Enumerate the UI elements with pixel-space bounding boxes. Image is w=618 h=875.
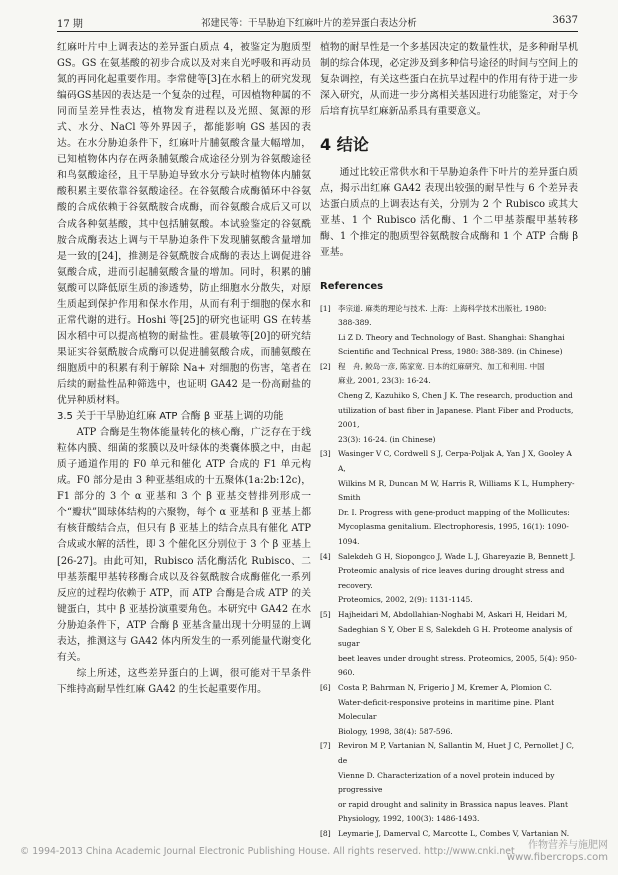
right-column [320,40,578,841]
section-heading-3-5: 3.5 关于干旱胁迫红麻 ATP 合酶 β 亚基上调的功能 [57,411,284,423]
reference-line: Sadeghian S Y, Ober E S, Salekdeh G H. Proteome analysis of sugar [338,624,573,649]
reference-number: [2] [320,361,331,371]
references-heading: References [320,280,384,292]
reference-line: Costa P, Bahrman N, Frigerio J M, Kremer A, Plomion C. [338,682,552,692]
page-number: 3637 [552,15,578,26]
reference-line: Hajheidari M, Abdollahian-Noghabi M, Askari H, Heidari M, [338,609,568,619]
reference-number: [7] [320,741,331,751]
reference-line: Vienne D. Characterization of a novel protein induced by progressive [338,770,555,795]
drought-tolerance-paragraph: 植物的耐旱性是一个多基因决定的数量性状，是多种耐旱机制的综合体现，必定涉及到多种信号途径的时间与空间上的复杂调控，有关这些蛋白在抗旱过程中的作用有待于进一步深入研究，从而进一步分离相关基因进行功能鉴定，对于今后培育抗旱红麻新品系具有重要意义。 [320,42,578,118]
reference-line: Proteomics, 2002, 2(9): 1131-1145. [338,595,473,605]
running-title: 祁建民等：干旱胁迫下红麻叶片的差异蛋白表达分析 [201,18,417,29]
issue-number: 17 期 [57,19,83,30]
reference-line: Biology, 1998, 38(4): 587-596. [338,726,453,736]
page-header [0,0,618,34]
reference-line: Wilkins M R, Duncan M W, Harris R, Williams K L, Humphery-Smith [338,478,575,503]
reference-number: [3] [320,449,331,459]
reference-line: Wasinger V C, Cordwell S J, Cerpa-Poljak A, Yan J X, Gooley A A, [338,449,572,474]
left-column [57,40,311,698]
reference-line: Leymarie J, Damerval C, Marcotte L, Combes V, Vartanian N. [338,828,570,838]
gs-discussion-paragraph: 红麻叶片中上调表达的差异蛋白质点 4，被鉴定为胞质型 GS。GS 在氨基酸的初步合成以及对来自光呼吸和再动员氮的再同化起重要作用。李常健等[3]在水稻上的研究发现编码GS基因的表达是一个复杂的过程，可因植物种属的不同而呈差异性表达，植物发育进程以及光照、氮源的形式、水分、NaCl 等外界因子，都能影响 GS 基因的表达。在水分胁迫条件下，红麻叶片脯氨酸含量大幅增加，已知植物体内存在两条脯氨酸合成途径分别为谷氨酸途径和鸟氨酸途径，且干旱胁迫导致水分亏缺时植物体内脯氨酸积累主要依靠谷氨酸途径。在谷氨酸合成酶循环中谷氨酸的合成依赖于谷氨酰胺合成酶，而谷氨酸合成后又可以合成各种氨基酸，其中包括脯氨酸。本试验鉴定的谷氨酰胺合成酶表达上调与干旱胁迫条件下发现脯氨酸含量增加是一致的[24]，推测是谷氨酰胺合成酶的表达上调促进谷氨酸合成，进而引起脯氨酸含量的增加。同时，积累的脯氨酸可以降低原生质的渗透势，防止细胞水分散失，对原生质起到保护作用和保水作用，从而有利于细胞的保水和正常代谢的进行。Hoshi 等[25]的研究也证明 GS 在转基因水稻中可以提高植物的耐盐性。霍晨敏等[20]的研究结果证实谷氨酰胺合成酶可以促进脯氨酸合成，而脯氨酸在细胞质中的积累有利于解除 Na+ 对细胞的伤害，笔者在后续的耐盐性品种筛选中，也证明 GA42 是一份高耐盐的优异种质材料。 [57,42,311,407]
reference-number: [1] [320,303,331,313]
reference-line: or rapid drought and salinity in Brassica napus leaves. Plant [338,799,569,809]
reference-number: [6] [320,682,331,692]
reference-line: 23(3): 16-24. (in Chinese) [338,434,436,444]
reference-item [320,608,578,681]
reference-line: beet leaves under drought stress. Proteomics, 2005, 5(4): 950-960. [338,653,577,678]
reference-line: Water-deficit-responsive proteins in maritime pine. Plant Molecular [338,697,555,722]
reference-item [320,447,578,549]
reference-number: [4] [320,551,331,561]
reference-line: Dr. I. Progress with gene-product mapping of the Mollicutes: [338,507,570,517]
watermark-title: 作物营养与施肥网 [528,840,608,851]
reference-item [320,550,578,608]
conclusion-paragraph: 通过比较正常供水和干旱胁迫条件下叶片的差异蛋白质点，揭示出红麻 GA42 表现出较强的耐旱性与 6 个差异表达蛋白质点的上调表达有关，分别为 2 个 Rubisco 或其大亚基、1 个 Rubisco 活化酶、1 个二甲基萘醌甲基转移酶、1 个推定的胞质型谷氨酰胺合成酶和 1 个 ATP 合酶 β 亚基。 [320,167,578,259]
reference-line: Cheng Z, Kazuhiko S, Chen J K. The research, production and [338,391,573,401]
reference-line: Proteomic analysis of rice leaves during drought stress and recovery. [338,566,565,590]
reference-line: Scientific and Technical Press, 1980: 388-389. (in Chinese) [338,347,563,357]
summary-paragraph: 综上所述，这些差异蛋白的上调，很可能对干旱条件下维持高耐旱性红麻 GA42 的生长起重要作用。 [57,667,311,695]
atp-synthase-paragraph: ATP 合酶是生物体能量转化的核心酶，广泛存在于线粒体内膜、细菌的浆膜以及叶绿体的类囊体膜之中，由起质子通道作用的 F0 单元和催化 ATP 合成的 F1 单元构成。F0 部分是由 3 种亚基组成的十五聚体(1a:2b:12c)，F1 部分的 3 个 α 亚基和 3 个 β 亚基交替排列形成一个“瓣状”圆球体结构的六聚物，每个 α 亚基和 β 亚基上都有核苷酸结合点，但只有 β 亚基上的结合点具有催化 ATP 合成或水解的活性，即 3 个催化区分别位于 3 个 β 亚基上[26-27]。由此可知，Rubisco 活化酶活化 Rubisco、二甲基萘醌甲基转移酶合成以及谷氨酰胺合成酶催化一系列反应的过程均依赖于 ATP，而 ATP 合酶是合成 ATP 的关键蛋白，其中 β 亚基扮演重要角色。本研究中 GA42 在水分胁迫条件下，ATP 合酶 β 亚基含量出现十分明显的上调表达，推测这与 GA42 体内所发生的一系列能量代谢变化有关。 [57,427,311,663]
reference-line: 388-389. [338,318,372,328]
site-watermark [507,840,608,864]
reference-number: [8] [320,828,331,838]
reference-line: Salekdeh G H, Siopongco J, Wade L J, Ghareyazie B, Bennett J. [338,551,576,561]
reference-line: Reviron M P, Vartanian N, Sallantin M, Huet J C, Pernollet J C, de [338,741,575,765]
reference-number: [5] [320,609,331,619]
reference-line: Mycoplasma genitalium. Electrophoresis, 1995, 16(1): 1090-1094. [338,522,569,547]
reference-item [320,739,578,827]
copyright-notice: © 1994-2013 China Academic Journal Electronic Publishing House. All rights reserved. http://www.cnki.net [20,846,515,857]
reference-item [320,360,578,448]
reference-item [320,302,578,360]
header-rule [57,31,578,32]
reference-line: utilization of bast fiber in Japanese. Plant Fiber and Products, 2001, [338,405,574,430]
conclusion-heading: 4 结论 [320,135,369,155]
reference-line: 程 舟, 鲛岛一彦, 陈家宽. 日本的红麻研究、加工和利用. 中国 [338,361,545,371]
reference-line: 李宗道. 麻类的理论与技术. 上海：上海科学技术出版社, 1980: [338,303,547,313]
reference-line: Physiology, 1992, 100(3): 1486-1493. [338,814,480,824]
reference-line: 麻业, 2001, 23(3): 16-24. [338,376,431,386]
reference-item [320,681,578,739]
reference-list [320,302,578,842]
watermark-url: www.fibercrops.com [506,852,608,863]
reference-line: Li Z D. Theory and Technology of Bast. Shanghai: Shanghai [338,332,565,342]
